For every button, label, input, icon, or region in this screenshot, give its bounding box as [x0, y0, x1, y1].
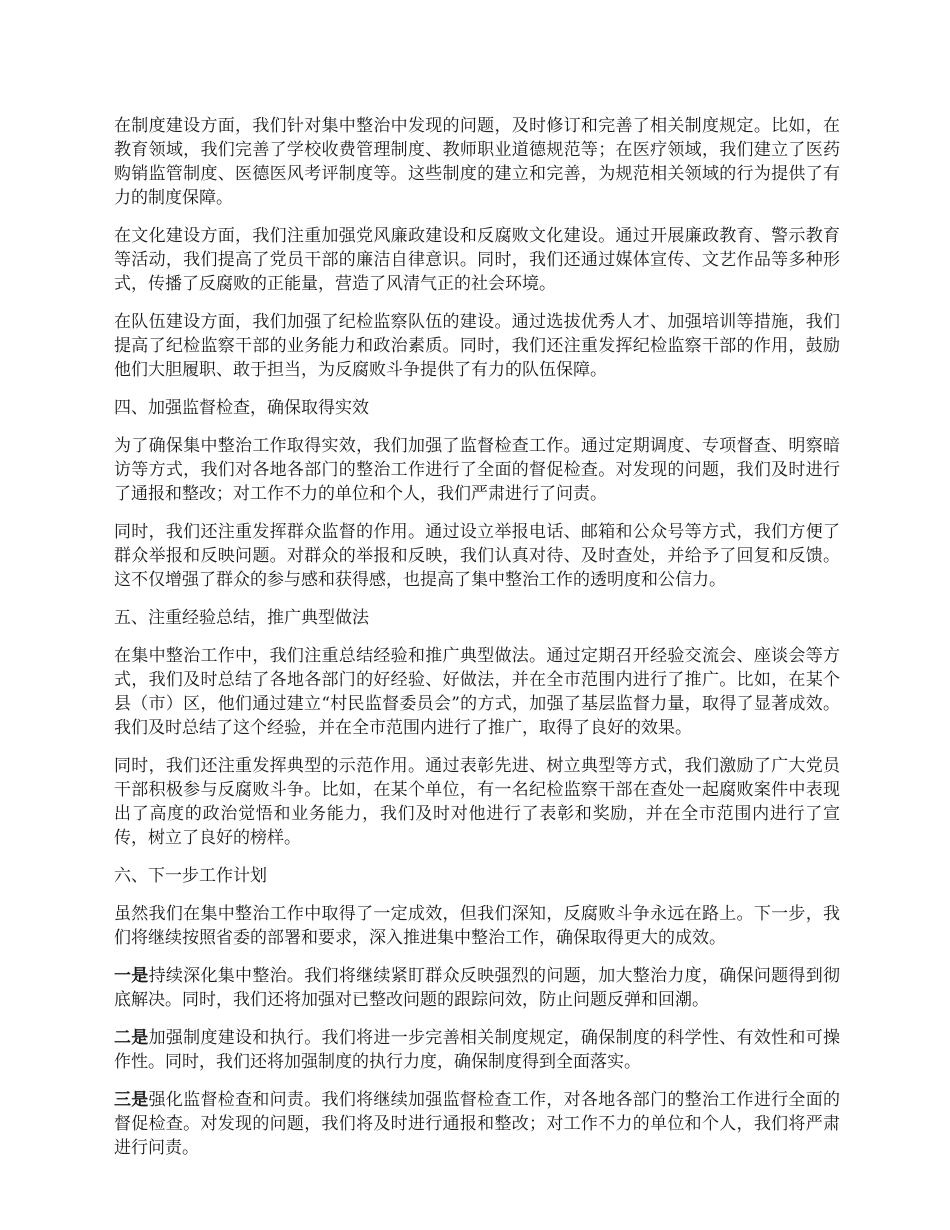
section-heading-4: 四、加强监督检查，确保取得实效 [114, 398, 369, 418]
paragraph-next-steps-intro: 虽然我们在集中整治工作中取得了一定成效，但我们深知，反腐败斗争永远在路上。下一步，我们将继续按照省委的部署和要求，深入推进集中整治工作，确保取得更大的成效。 [114, 904, 840, 948]
paragraph-public-supervision: 同时，我们还注重发挥群众监督的作用。通过设立举报电话、邮箱和公众号等方式，我们方便了群众举报和反映问题。对群众的举报和反映，我们认真对待、及时查处，并给予了回复和反馈。这不仅增强了群众的参与感和获得感，也提高了集中整治工作的透明度和公信力。 [114, 522, 840, 590]
section-heading-5: 五、注重经验总结，推广典型做法 [114, 608, 369, 628]
plan-item-1 [114, 964, 840, 1012]
paragraph-culture-building: 在文化建设方面，我们注重加强党风廉政建设和反腐败文化建设。通过开展廉政教育、警示教育等活动，我们提高了党员干部的廉洁自律意识。同时，我们还通过媒体宣传、文艺作品等多种形式，传播了反腐败的正能量，营造了风清气正的社会环境。 [114, 226, 840, 294]
paragraph-supervision: 为了确保集中整治工作取得实效，我们加强了监督检查工作。通过定期调度、专项督查、明察暗访等方式，我们对各地各部门的整治工作进行了全面的督促检查。对发现的问题，我们及时进行了通报和整改；对工作不力的单位和个人，我们严肃进行了问责。 [114, 436, 840, 504]
plan-item-1-lead: 一是 [114, 966, 149, 986]
paragraph-experience-summary: 在集中整治工作中，我们注重总结经验和推广典型做法。通过定期召开经验交流会、座谈会等方式，我们及时总结了各地各部门的好经验、好做法，并在全市范围内进行了推广。比如，在某个县（市）区，他们通过建立“村民监督委员会”的方式，加强了基层监督力量，取得了显著成效。我们及时总结了这个经验，并在全市范围内进行了推广，取得了良好的效果。 [114, 646, 840, 738]
section-heading-6: 六、下一步工作计划 [114, 866, 267, 886]
plan-item-1-text: 持续深化集中整治。我们将继续紧盯群众反映强烈的问题，加大整治力度，确保问题得到彻底解决。同时，我们还将加强对已整改问题的跟踪问效，防止问题反弹和回潮。 [114, 966, 841, 1010]
paragraph-model-role: 同时，我们还注重发挥典型的示范作用。通过表彰先进、树立典型等方式，我们激励了广大党员干部积极参与反腐败斗争。比如，在某个单位，有一名纪检监察干部在查处一起腐败案件中表现出了高度的政治觉悟和业务能力，我们及时对他进行了表彰和奖励，并在全市范围内进行了宣传，树立了良好的榜样。 [114, 756, 840, 848]
paragraph-team-building: 在队伍建设方面，我们加强了纪检监察队伍的建设。通过选拔优秀人才、加强培训等措施，我们提高了纪检监察干部的业务能力和政治素质。同时，我们还注重发挥纪检监察干部的作用，鼓励他们大胆履职、敢于担当，为反腐败斗争提供了有力的队伍保障。 [114, 312, 840, 380]
plan-item-3-lead: 三是 [114, 1090, 149, 1110]
plan-item-2-text: 加强制度建设和执行。我们将进一步完善相关制度规定，确保制度的科学性、有效性和可操作性。同时，我们还将加强制度的执行力度，确保制度得到全面落实。 [114, 1028, 841, 1072]
plan-item-2-lead: 二是 [114, 1028, 149, 1048]
plan-item-3-text: 强化监督检查和问责。我们将继续加强监督检查工作，对各地各部门的整治工作进行全面的督促检查。对发现的问题，我们将及时进行通报和整改；对工作不力的单位和个人，我们将严肃进行问责。 [114, 1090, 841, 1158]
paragraph-institution-building: 在制度建设方面，我们针对集中整治中发现的问题，及时修订和完善了相关制度规定。比如，在教育领域，我们完善了学校收费管理制度、教师职业道德规范等；在医疗领域，我们建立了医药购销监管制度、医德医风考评制度等。这些制度的建立和完善，为规范相关领域的行为提供了有力的制度保障。 [114, 116, 840, 208]
plan-item-2 [114, 1026, 840, 1074]
plan-item-3 [114, 1088, 840, 1160]
document-body [114, 114, 840, 1174]
